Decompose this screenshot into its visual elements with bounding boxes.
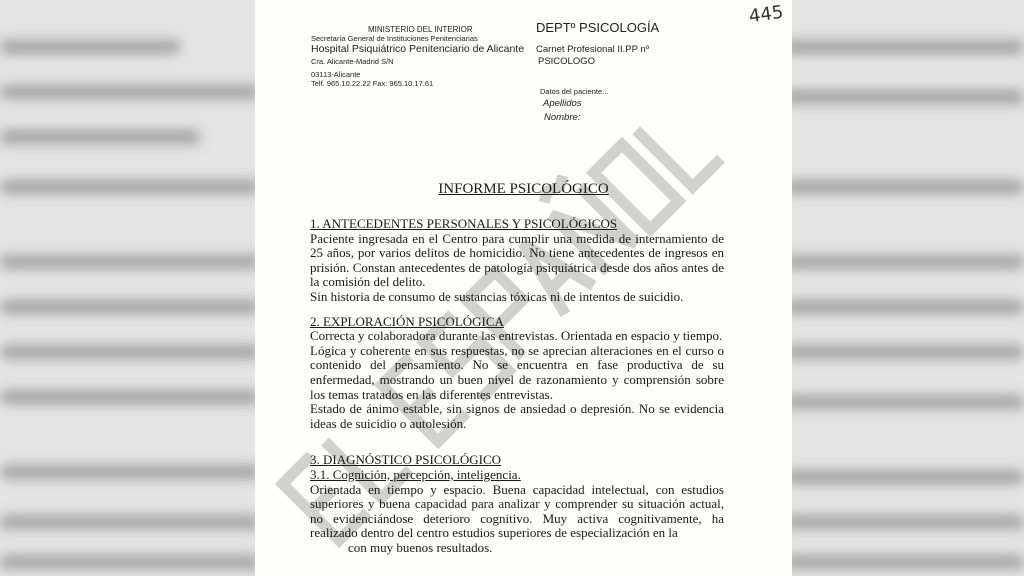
department: DEPTº PSICOLOGÍA xyxy=(536,20,660,35)
section-3-heading: 3. DIAGNÓSTICO PSICOLÓGICO xyxy=(310,452,502,468)
section-3 xyxy=(310,453,724,555)
name-label: Nombre: xyxy=(544,112,581,123)
section-2-paragraph: Correcta y colaboradora durante las entrevistas. Orientada en espacio y tiempo. xyxy=(310,328,723,344)
watermark-letter xyxy=(636,102,721,187)
document-page xyxy=(255,0,792,576)
role-label: PSICOLOGO xyxy=(538,56,596,67)
blurred-background-left xyxy=(0,0,260,576)
section-2-paragraph: Estado de ánimo estable, sin signos de ansiedad o depresión. No se evidencia ideas de suicidio o autolesión. xyxy=(310,401,724,431)
section-3-paragraph: Orientada en tiempo y espacio. Buena capacidad intelectual, con estudios superiores y buena capacidad para analizar y comprender su situación actual, no evidenciándose deterioro cognitivo. Muy activa cognitivamente, ha realizado dentro del centro estudios superiores de especialización en la xyxy=(310,481,724,541)
secretaria-label: Secretaría General de Instituciones Penitenciarias xyxy=(311,34,478,43)
section-2-heading: 2. EXPLORACIÓN PSICOLÓGICA xyxy=(310,313,504,329)
document-title: INFORME PSICOLÓGICO xyxy=(438,181,609,197)
postal-code: 03113-Alicante xyxy=(311,70,361,79)
address: Cra. Alicante-Madrid S/N xyxy=(311,57,394,66)
patient-data-label: Datos del paciente... xyxy=(540,87,609,96)
blurred-background-right xyxy=(784,0,1024,576)
carnet-label: Carnet Profesional II.PP nº xyxy=(536,44,650,55)
section-3-paragraph: con muy buenos resultados. xyxy=(348,539,493,555)
ministry-label: MINISTERIO DEL INTERIOR xyxy=(368,25,473,34)
phone-fax: Telf. 965.10.22.22 Fax: 965.10.17.61 xyxy=(311,79,434,88)
section-2-paragraph: Lógica y coherente en sus respuestas, no se aprecian alteraciones en el curso o contenido del pensamiento. No se encuentra en fase productiva de su enfermedad, mostrando un buen nivel de razonamiento y comprensión sobre los temas tratados en las diferentes entrevistas. xyxy=(310,342,724,402)
section-2 xyxy=(310,315,724,432)
section-1-paragraph: Sin historia de consumo de sustancias tóxicas ni de intentos de suicidio. xyxy=(310,288,684,304)
section-1 xyxy=(310,217,724,305)
hospital-name: Hospital Psiquiátrico Penitenciario de Alicante xyxy=(311,43,525,55)
surname-label: Apellidos xyxy=(543,98,582,109)
section-1-heading: 1. ANTECEDENTES PERSONALES Y PSICOLÓGICOS xyxy=(310,216,618,231)
report-body xyxy=(310,217,724,555)
section-1-paragraph: Paciente ingresada en el Centro para cumplir una medida de internamiento de 25 años, por varios delitos de homicidio. No tiene antecedentes de ingresos en prisión. Constan antecedentes de patología psiquiátrica desde dos años antes de la comisión del delito. xyxy=(310,230,724,290)
section-3-subheading: 3.1. Cognición, percepción, inteligencia. xyxy=(310,466,521,482)
handwritten-page-number: 445 xyxy=(747,1,785,28)
